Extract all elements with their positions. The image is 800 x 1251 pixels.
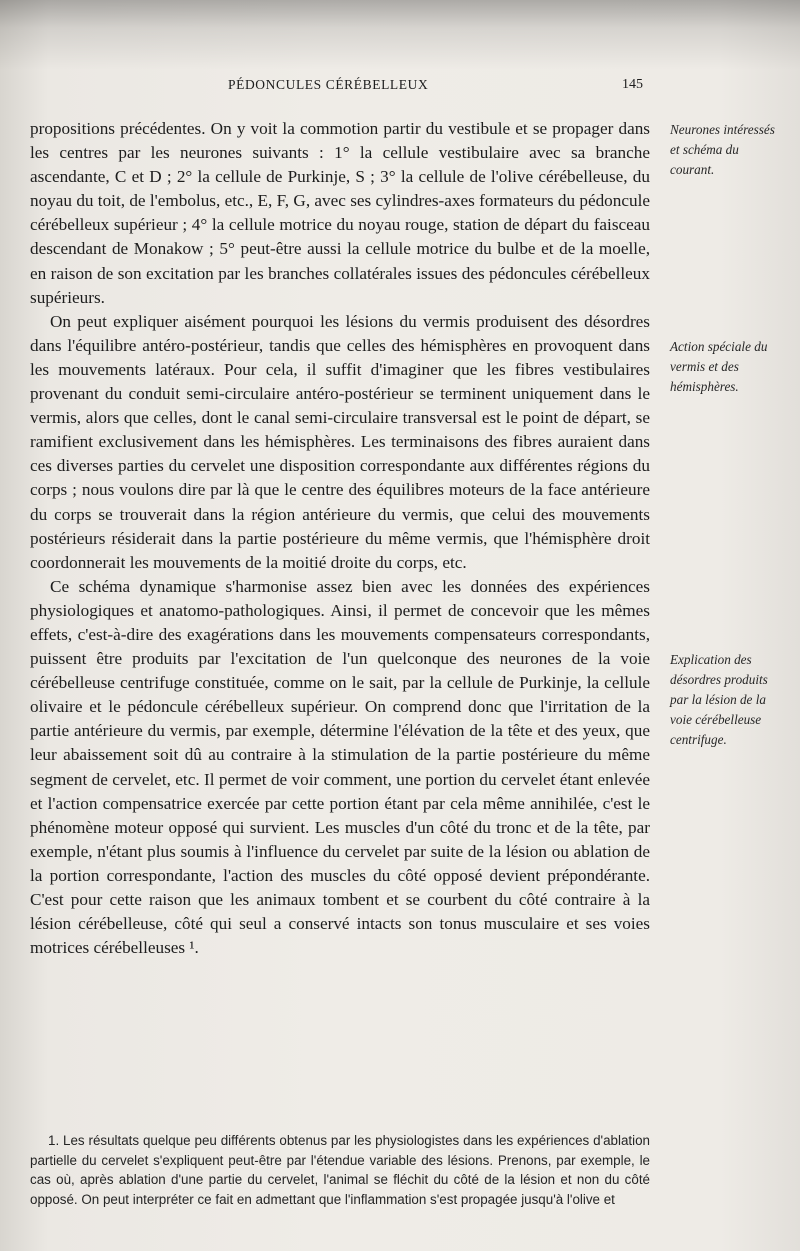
paragraph: propositions précédentes. On y voit la commotion partir du vestibule et se propager dans les centres par les neurones suivants : 1° la cellule vestibulaire avec sa branche ascendante, C et D ; 2° la cellule de Purkinje, S ; 3° la cellule de l'olive cérébelleuse, du noyau du toit, de l'embolus, etc., E, F, G, avec ses cylindres-axes formateurs du pédoncule cérébelleux supérieur ; 4° la cellule motrice du noyau rouge, station de départ du faisceau descendant de Monakow ; 5° peut-être aussi la cellule motrice du bulbe et de la moelle, en raison de son excitation par les branches collatérales issues des pédoncules cérébelleux supérieurs. <box>30 119 650 307</box>
scan-shadow <box>0 0 800 70</box>
running-head <box>0 77 800 99</box>
sidenote-explication: Explication des désordres produits par la lésion de la voie cérébelleuse centrifuge. <box>670 652 768 747</box>
main-text <box>30 117 650 960</box>
footnotes <box>30 1131 650 1209</box>
sidenote-action: Action spéciale du vermis et des hémisphères. <box>670 339 768 394</box>
paragraph: On peut expliquer aisément pourquoi les lésions du vermis produisent des désordres dans l'équilibre antéro-postérieur, tandis que celles des hémisphères en provoquent dans les mouvements latéraux. Pour cela, il suffit d'imaginer que les fibres vestibulaires provenant du conduit semi-circulaire antéro-postérieur se terminent uniquement dans le vermis, alors que celles, dont le canal semi-circulaire transversal est le point de départ, se ramifient exclusivement dans les hémisphères. Les terminaisons des fibres auraient dans ces diverses parties du cervelet une disposition correspondante aux différentes régions du corps ; nous voulons dire par là que le centre des équilibres moteurs de la face antérieure du corps se trouverait dans la région antérieure du vermis, que celui des mouvements postérieurs résiderait dans la partie postérieure du même vermis, que l'hémisphère droit coordonnerait les mouvements de la moitié droite du corps, etc. <box>30 311 650 572</box>
paragraph: Ce schéma dynamique s'harmonise assez bien avec les données des expériences physiologiques et anatomo-pathologiques. Ainsi, il permet de concevoir que les mêmes effets, c'est-à-dire des exagérations dans les mouvements compensateurs correspondants, puissent être produits par l'excitation de l'un quelconque des neurones de la voie cérébelleuse centrifuge constituée, comme on le sait, par la cellule de Purkinje, la cellule olivaire et le pédoncule cérébelleux supérieur. On comprend donc que l'irritation de la partie antérieure du vermis, par exemple, détermine l'élévation de la tête et des yeux, que leur abaissement soit dû au contraire à la stimulation de la partie postérieure du même segment de cervelet, etc. Il permet de voir comment, une portion du cervelet étant enlevée et l'action compensatrice exercée par cette portion étant par cela même annihilée, c'est le phénomène moteur opposé qui survient. Les muscles d'un côté du tronc et de la tête, par exemple, n'étant plus soumis à l'influence du cervelet par suite de la lésion ou ablation de la portion correspondante, l'action des muscles du côté opposé devient prépondérante. C'est pour cette raison que les animaux tombent et se courbent du côté contraire à la lésion cérébelleuse, côté qui seul a conservé intacts son tonus musculaire et ses voies motrices cérébelleuses ¹. <box>30 576 650 958</box>
page-number: 145 <box>622 77 643 92</box>
running-head-title: PÉDONCULES CÉRÉBELLEUX <box>228 77 429 92</box>
sidenote-neurones: Neurones intéressés et schéma du courant. <box>670 122 775 177</box>
footnote-1: 1. Les résultats quelque peu différents obtenus par les physiologistes dans les expériences d'ablation partielle du cervelet s'expliquent peut-être par l'étendue variable des lésions. Prenons, par exemple, le cas où, après ablation d'une partie du cervelet, l'animal se fléchit du côté de la lésion et non du côté opposé. On peut interpréter ce fait en admettant que l'inflammation s'est propagée jusqu'à l'olive et <box>30 1133 650 1207</box>
